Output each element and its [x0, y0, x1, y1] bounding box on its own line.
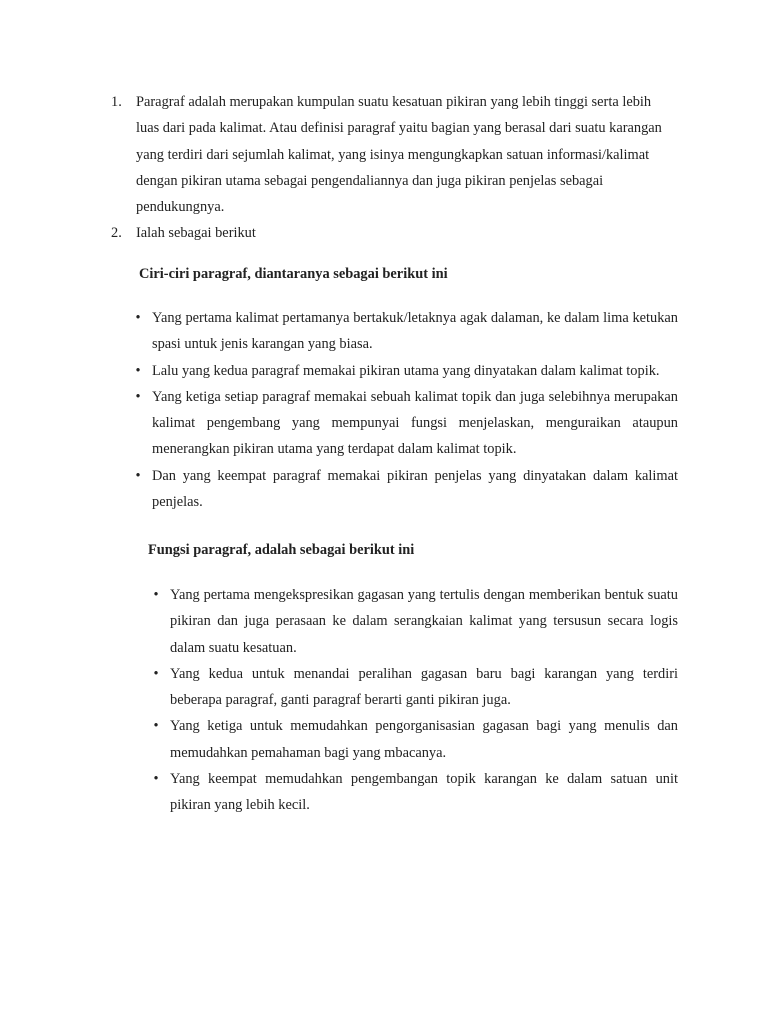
list-item-text: Yang pertama kalimat pertamanya bertakuk/letaknya agak dalaman, ke dalam lima ketukan spasi untuk jenis karangan yang biasa.	[152, 310, 678, 353]
numbered-list	[0, 89, 768, 247]
ciri-ciri-heading: Ciri-ciri paragraf, diantaranya sebagai berikut ini	[139, 266, 448, 282]
fungsi-list	[151, 582, 678, 819]
bullet-icon: •	[135, 388, 141, 405]
list-item-text: Yang pertama mengekspresikan gagasan yang tertulis dengan memberikan bentuk suatu pikiran dan juga perasaan ke dalam serangkaian kalimat yang tersusun secara logis dalam suatu kesatuan.	[170, 587, 678, 656]
list-item-text: Yang ketiga untuk memudahkan pengorganisasian gagasan bagi yang menulis dan memudahkan pemahaman bagi yang mbacanya.	[170, 718, 678, 761]
ciri-ciri-list	[133, 305, 678, 515]
bullet-icon: •	[153, 665, 159, 682]
list-item-text: Lalu yang kedua paragraf memakai pikiran utama yang dinyatakan dalam kalimat topik.	[152, 362, 660, 379]
list-item	[151, 582, 678, 661]
bullet-icon: •	[135, 362, 141, 379]
bullet-icon: •	[135, 467, 141, 484]
list-item-text: Yang kedua untuk menandai peralihan gagasan baru bagi karangan yang terdiri beberapa paragraf, ganti paragraf berarti ganti pikiran juga.	[170, 665, 678, 709]
list-item	[133, 463, 678, 516]
list-item	[133, 384, 678, 463]
numbered-item-2	[0, 220, 768, 246]
list-item	[133, 305, 678, 358]
paragraph-definition-text: Paragraf adalah merupakan kumpulan suatu kesatuan pikiran yang lebih tinggi serta lebih luas dari pada kalimat. Atau definisi paragraf yaitu bagian yang berasal dari suatu karangan yang terdiri dari sejumlah kalimat, yang isinya mengungkapkan satuan informasi/kalimat dengan pikiran utama sebagai pengendaliannya dan juga pikiran penjelas sebagai pendukungnya.	[136, 94, 662, 216]
list-item-text: Dan yang keempat paragraf memakai pikiran penjelas yang dinyatakan dalam kalimat penjelas.	[152, 467, 678, 511]
list-number: 2.	[111, 225, 122, 242]
list-item-text: Yang keempat memudahkan pengembangan topik karangan ke dalam satuan unit pikiran yang lebih kecil.	[170, 771, 678, 814]
bullet-icon: •	[153, 718, 159, 735]
list-number: 1.	[111, 94, 122, 110]
list-item	[151, 713, 678, 766]
list-item	[151, 766, 678, 819]
list-item-text: Yang ketiga setiap paragraf memakai sebuah kalimat topik dan juga selebihnya merupakan kalimat pengembang yang mempunyai fungsi menjelaskan, menguraikan ataupun menerangkan pikiran utama yang terdapat dalam kalimat topik.	[152, 388, 678, 458]
bullet-icon: •	[153, 771, 159, 788]
list-item	[133, 358, 678, 384]
fungsi-heading: Fungsi paragraf, adalah sebagai berikut ini	[148, 542, 415, 558]
numbered-item-1	[0, 89, 768, 220]
bullet-icon: •	[135, 310, 141, 326]
list-item	[151, 661, 678, 714]
bullet-icon: •	[153, 587, 159, 603]
list-item-text: Ialah sebagai berikut	[136, 225, 256, 242]
